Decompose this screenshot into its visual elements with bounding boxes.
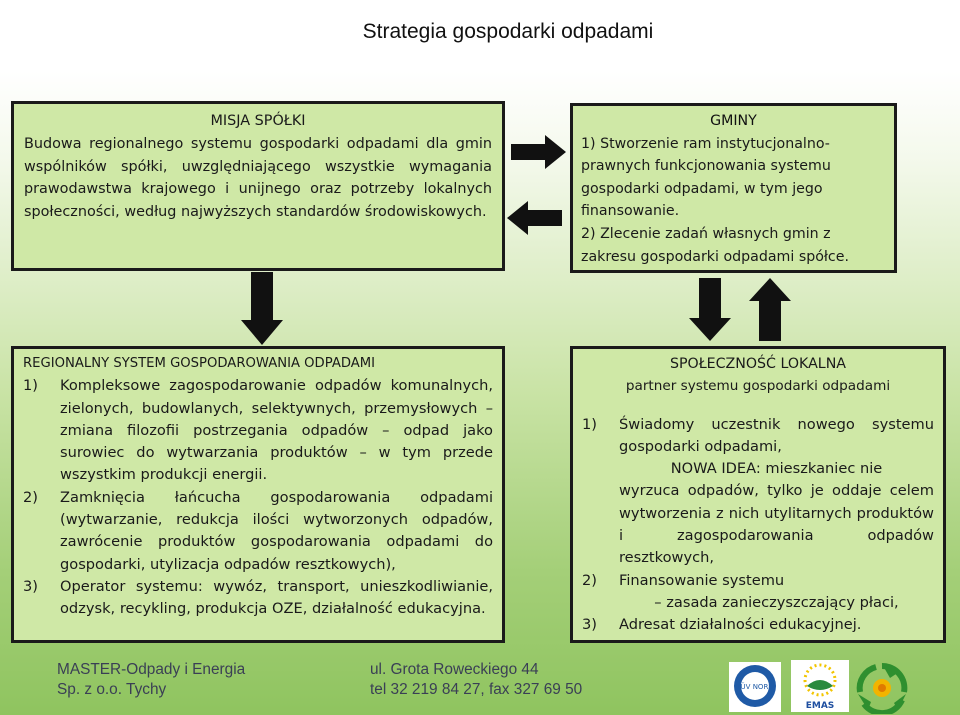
list-item-number: 3) (23, 577, 38, 595)
tuv-nord-logo (729, 662, 781, 712)
list-item-subtext: – zasada zanieczyszczający płaci, (654, 593, 899, 611)
list-item (582, 414, 934, 570)
list-item (582, 570, 934, 592)
list-item (23, 375, 493, 486)
list-item-content (619, 414, 934, 570)
regional-system-header: REGIONALNY SYSTEM GOSPODAROWANIA ODPADAMI (23, 356, 376, 371)
list-item-text: Finansowanie systemu (619, 571, 785, 589)
local-community-box (570, 346, 946, 643)
recycling-sun-logo (852, 660, 912, 714)
local-community-header: SPOŁECZNOŚĆ LOKALNA (669, 356, 847, 372)
list-item-number: 1) (582, 415, 597, 433)
list-item-text: Świadomy uczestnik nowego systemu gospodarki odpadami, (619, 415, 934, 455)
list-item-number: 3) (582, 616, 597, 634)
list-item (582, 614, 934, 636)
local-community-subheader: partner systemu gospodarki odpadami (625, 378, 891, 395)
page-title: Strategia gospodarki odpadami (362, 20, 654, 43)
municipalities-header: GMINY (710, 113, 757, 129)
company-info (57, 660, 245, 700)
arrow-down-icon (688, 278, 732, 342)
list-item-number: 2) (23, 488, 38, 506)
arrow-up-icon (748, 278, 792, 342)
list-item (23, 576, 493, 621)
list-item-text: Adresat działalności edukacyjnej. (619, 616, 862, 634)
list-item (23, 487, 493, 576)
address: ul. Grota Roweckiego 44 (370, 661, 539, 678)
mission-header: MISJA SPÓŁKI (210, 113, 306, 129)
contact-info (370, 660, 582, 700)
mission-box (11, 101, 505, 271)
company-location: Sp. z o.o. Tychy (57, 681, 167, 698)
emas-logo-text: EMAS (805, 701, 835, 711)
new-idea-text: wyrzuca odpadów, tylko je oddaje celem wytworzenia z nich utylitarnych produktów i zagospodarowania odpadów resztkowych, (619, 482, 934, 567)
new-idea-heading: NOWA IDEA: mieszkaniec nie (670, 460, 883, 478)
list-item-number: 1) (23, 377, 38, 395)
list-item-number: 2) (582, 571, 597, 589)
municipalities-box (570, 103, 897, 273)
list-item-text: Operator systemu: wywóz, transport, unieszkodliwianie, odzysk, recykling, produkcja OZE, działalność edukacyjna. (60, 577, 493, 618)
phone-fax: tel 32 219 84 27, fax 327 69 50 (370, 681, 583, 698)
emas-logo (791, 660, 849, 712)
arrow-down-icon (240, 272, 284, 346)
tuv-logo-text: TÜV NORD (736, 683, 774, 691)
mission-body: Budowa regionalnego systemu gospodarki odpadami dla gmin wspólników spółki, uwzględniającego wszystkie wymagania prawodawstwa krajowego i unijnego oraz potrzeby lokalnych społeczności, według najwyższych standardów środowiskowych. (24, 135, 492, 221)
list-item-text: Zamknięcia łańcucha gospodarowania odpadami (wytwarzanie, redukcja ilości wytworzonych odpadów, zawrócenie produktów gospodarowania odpadami do gospodarki, utylizacja odpadów resztkowych), (60, 488, 493, 573)
municipalities-item-1: 1) Stworzenie ram instytucjonalno-prawnych funkcjonowania systemu gospodarki odpadami, w tym jego finansowanie. (581, 135, 831, 220)
company-name: MASTER-Odpady i Energia (57, 661, 246, 678)
arrow-left-icon (507, 200, 563, 236)
regional-system-box (11, 346, 505, 643)
municipalities-item-2: 2) Zlecenie zadań własnych gmin z zakresu gospodarki odpadami spółce. (581, 225, 849, 265)
arrow-right-icon (511, 134, 567, 170)
list-item-text: Kompleksowe zagospodarowanie odpadów komunalnych, zielonych, budowlanych, selektywnych, przemysłowych – zmiana filozofii postrzegania odpadów – odpad jako surowiec do wytwarzania produktów – w tym przede wszystkim produkcji energii. (60, 377, 493, 484)
